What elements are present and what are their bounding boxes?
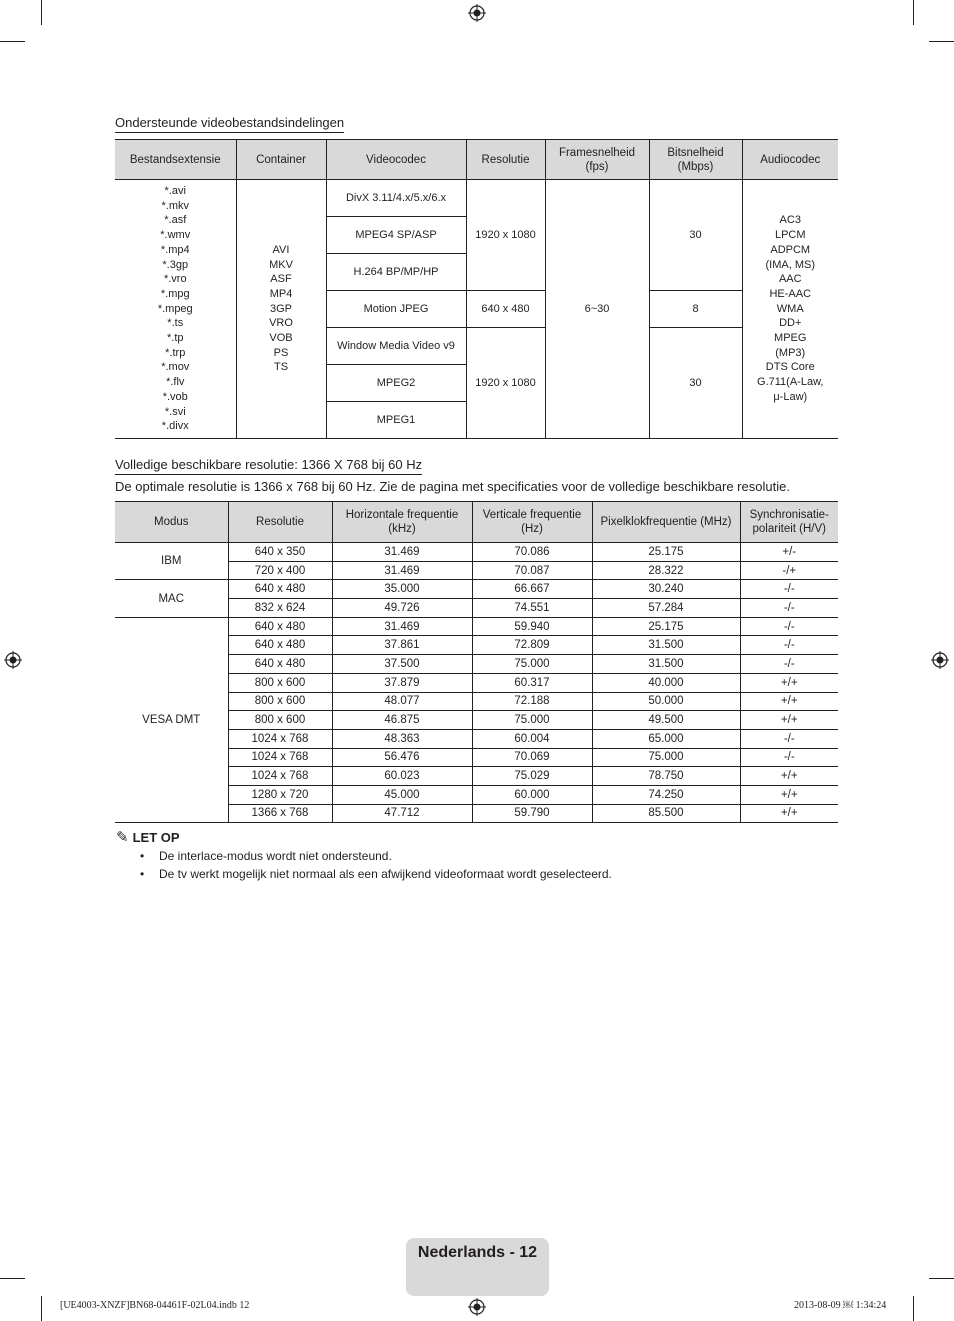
hfreq-cell: 37.861 — [332, 636, 472, 655]
vfreq-cell: 72.188 — [472, 692, 592, 711]
vfreq-cell: 66.667 — [472, 580, 592, 599]
table-row — [115, 180, 838, 217]
pencil-note-icon: ✎ — [116, 829, 129, 846]
hfreq-cell: 49.726 — [332, 599, 472, 618]
audio-codecs-cell: AC3 LPCM ADPCM (IMA, MS) AAC HE-AAC WMA DD+ MPEG (MP3) DTS Core G.711(A-Law, μ-Law) — [742, 180, 838, 439]
codec-cell: DivX 3.11/4.x/5.x/6.x — [326, 180, 466, 217]
pixelclock-cell: 74.250 — [592, 785, 740, 804]
column-header: Audiocodec — [742, 140, 838, 180]
note-list — [140, 848, 612, 884]
codec-cell: Window Media Video v9 — [326, 328, 466, 365]
crop-mark — [929, 41, 954, 42]
mode-cell: VESA DMT — [115, 617, 228, 823]
containers-cell: AVI MKV ASF MP4 3GP VRO VOB PS TS — [236, 180, 326, 439]
mode-cell: IBM — [115, 543, 228, 580]
resolution-cell: 800 x 600 — [228, 692, 332, 711]
resolution-cell: 1280 x 720 — [228, 785, 332, 804]
note-heading: ✎ LET OP — [116, 829, 180, 846]
registration-mark-icon — [4, 651, 22, 669]
hfreq-cell: 56.476 — [332, 748, 472, 767]
registration-mark-icon — [468, 4, 486, 22]
pixelclock-cell: 40.000 — [592, 673, 740, 692]
polarity-cell: +/- — [740, 543, 838, 562]
pixelclock-cell: 78.750 — [592, 767, 740, 786]
column-header: Synchronisatie-polariteit (H/V) — [740, 502, 838, 543]
crop-mark — [41, 0, 42, 25]
title-underline — [115, 132, 344, 133]
resolution-cell: 1920 x 1080 — [466, 328, 545, 439]
polarity-cell: -/- — [740, 636, 838, 655]
table-row — [115, 617, 838, 636]
column-header: Horizontale frequentie (kHz) — [332, 502, 472, 543]
vfreq-cell: 75.000 — [472, 655, 592, 674]
footer-file-info: [UE4003-XNZF]BN68-04461F-02L04.indb 12 — [60, 1300, 250, 1311]
hfreq-cell: 31.469 — [332, 543, 472, 562]
resolution-cell: 832 x 624 — [228, 599, 332, 618]
hfreq-cell: 48.363 — [332, 729, 472, 748]
resolution-description: De optimale resolutie is 1366 x 768 bij 60 Hz. Zie de pagina met specificaties voor de volledige beschikbare resolutie. — [115, 479, 790, 494]
polarity-cell: -/- — [740, 617, 838, 636]
resolution-cell: 1024 x 768 — [228, 729, 332, 748]
pixelclock-cell: 28.322 — [592, 561, 740, 580]
hfreq-cell: 37.879 — [332, 673, 472, 692]
resolution-cell: 640 x 480 — [228, 580, 332, 599]
page-number-badge: Nederlands - 12 — [406, 1238, 549, 1296]
crop-mark — [0, 41, 25, 42]
hfreq-cell: 37.500 — [332, 655, 472, 674]
vfreq-cell: 75.029 — [472, 767, 592, 786]
crop-mark — [0, 1278, 25, 1279]
extensions-cell: *.avi *.mkv *.asf *.wmv *.mp4 *.3gp *.vro *.mpg *.mpeg *.ts *.tp *.trp *.mov *.flv *.vob *.svi *.divx — [115, 180, 236, 439]
video-format-table — [115, 139, 838, 439]
column-header: Videocodec — [326, 140, 466, 180]
fps-cell: 6~30 — [545, 180, 649, 439]
resolution-cell: 1920 x 1080 — [466, 180, 545, 291]
pixelclock-cell: 31.500 — [592, 655, 740, 674]
column-header: Container — [236, 140, 326, 180]
pixelclock-cell: 49.500 — [592, 711, 740, 730]
polarity-cell: +/+ — [740, 767, 838, 786]
list-item: • De interlace-modus wordt niet ondersteund. — [140, 848, 612, 866]
resolution-cell: 1024 x 768 — [228, 748, 332, 767]
table-row — [115, 580, 838, 599]
hfreq-cell: 31.469 — [332, 561, 472, 580]
polarity-cell: +/+ — [740, 711, 838, 730]
resolution-cell: 720 x 400 — [228, 561, 332, 580]
vfreq-cell: 60.317 — [472, 673, 592, 692]
mode-cell: MAC — [115, 580, 228, 617]
polarity-cell: +/+ — [740, 804, 838, 823]
column-header: Bitsnelheid (Mbps) — [649, 140, 742, 180]
hfreq-cell: 35.000 — [332, 580, 472, 599]
hfreq-cell: 48.077 — [332, 692, 472, 711]
hfreq-cell: 45.000 — [332, 785, 472, 804]
crop-mark — [913, 0, 914, 25]
codec-cell: MPEG2 — [326, 365, 466, 402]
pixelclock-cell: 25.175 — [592, 543, 740, 562]
vfreq-cell: 59.790 — [472, 804, 592, 823]
polarity-cell: -/+ — [740, 561, 838, 580]
column-header: Verticale frequentie (Hz) — [472, 502, 592, 543]
pixelclock-cell: 50.000 — [592, 692, 740, 711]
resolution-cell: 640 x 350 — [228, 543, 332, 562]
resolution-cell: 640 x 480 — [228, 636, 332, 655]
polarity-cell: +/+ — [740, 692, 838, 711]
codec-cell: H.264 BP/MP/HP — [326, 254, 466, 291]
column-header: Bestandsextensie — [115, 140, 236, 180]
vfreq-cell: 60.004 — [472, 729, 592, 748]
pixelclock-cell: 30.240 — [592, 580, 740, 599]
list-item: • De tv werkt mogelijk niet normaal als een afwijkend videoformaat wordt geselecteerd. — [140, 866, 612, 884]
crop-mark — [41, 1296, 42, 1321]
section-title-resolution: Volledige beschikbare resolutie: 1366 X 768 bij 60 Hz — [115, 457, 422, 475]
resolution-cell: 640 x 480 — [228, 617, 332, 636]
codec-cell: MPEG1 — [326, 402, 466, 439]
hfreq-cell: 31.469 — [332, 617, 472, 636]
vfreq-cell: 60.000 — [472, 785, 592, 804]
crop-mark — [913, 1296, 914, 1321]
pixelclock-cell: 65.000 — [592, 729, 740, 748]
resolution-cell: 1024 x 768 — [228, 767, 332, 786]
hfreq-cell: 46.875 — [332, 711, 472, 730]
bitrate-cell: 30 — [649, 328, 742, 439]
vfreq-cell: 70.087 — [472, 561, 592, 580]
pixelclock-cell: 57.284 — [592, 599, 740, 618]
title-underline — [115, 474, 422, 475]
registration-mark-icon — [468, 1298, 486, 1316]
vfreq-cell: 70.086 — [472, 543, 592, 562]
resolution-table — [115, 501, 838, 823]
column-header: Framesnelheid (fps) — [545, 140, 649, 180]
column-header: Resolutie — [466, 140, 545, 180]
hfreq-cell: 60.023 — [332, 767, 472, 786]
polarity-cell: -/- — [740, 599, 838, 618]
table-row — [115, 543, 838, 562]
polarity-cell: +/+ — [740, 673, 838, 692]
resolution-cell: 800 x 600 — [228, 711, 332, 730]
column-header: Pixelklokfrequentie (MHz) — [592, 502, 740, 543]
vfreq-cell: 74.551 — [472, 599, 592, 618]
table-header-row — [115, 140, 838, 180]
bitrate-cell: 8 — [649, 291, 742, 328]
polarity-cell: -/- — [740, 748, 838, 767]
vfreq-cell: 70.069 — [472, 748, 592, 767]
resolution-cell: 640 x 480 — [466, 291, 545, 328]
pixelclock-cell: 75.000 — [592, 748, 740, 767]
pixelclock-cell: 25.175 — [592, 617, 740, 636]
vfreq-cell: 72.809 — [472, 636, 592, 655]
polarity-cell: -/- — [740, 729, 838, 748]
registration-mark-icon — [931, 651, 949, 669]
footer-timestamp: 2013-08-09 ￼ 1:34:24 — [794, 1300, 887, 1311]
column-header: Modus — [115, 502, 228, 543]
codec-cell: MPEG4 SP/ASP — [326, 217, 466, 254]
resolution-cell: 800 x 600 — [228, 673, 332, 692]
hfreq-cell: 47.712 — [332, 804, 472, 823]
section-title-video-formats: Ondersteunde videobestandsindelingen — [115, 115, 344, 133]
column-header: Resolutie — [228, 502, 332, 543]
polarity-cell: -/- — [740, 655, 838, 674]
vfreq-cell: 75.000 — [472, 711, 592, 730]
bitrate-cell: 30 — [649, 180, 742, 291]
polarity-cell: +/+ — [740, 785, 838, 804]
resolution-cell: 1366 x 768 — [228, 804, 332, 823]
codec-cell: Motion JPEG — [326, 291, 466, 328]
polarity-cell: -/- — [740, 580, 838, 599]
table-header-row — [115, 502, 838, 543]
resolution-cell: 640 x 480 — [228, 655, 332, 674]
vfreq-cell: 59.940 — [472, 617, 592, 636]
pixelclock-cell: 31.500 — [592, 636, 740, 655]
pixelclock-cell: 85.500 — [592, 804, 740, 823]
crop-mark — [929, 1278, 954, 1279]
